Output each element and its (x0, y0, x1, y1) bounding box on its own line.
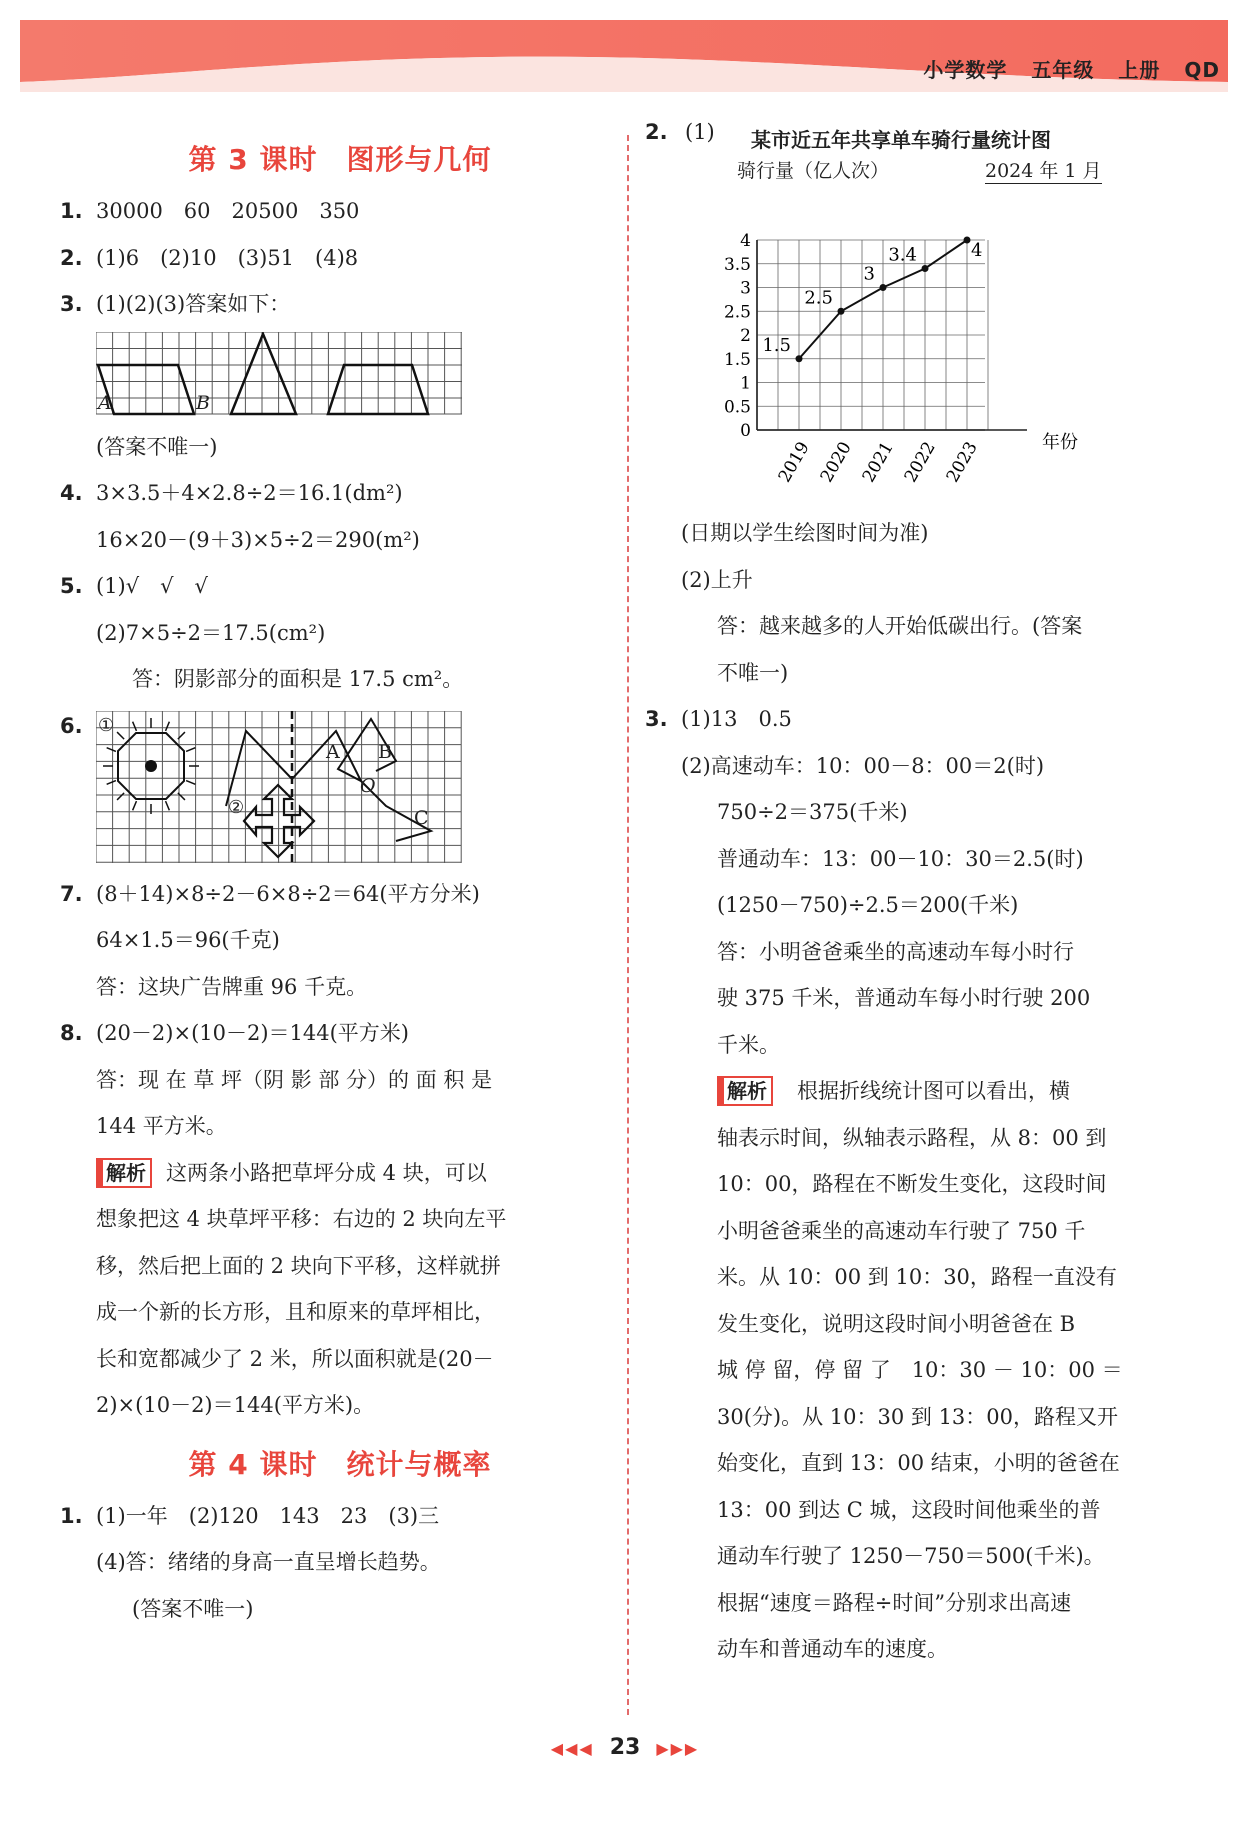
chart-title: 某市近五年共享单车骑行量统计图 (751, 128, 1051, 152)
question-7 (60, 871, 620, 918)
q5-line2: (2)7×5÷2＝17.5(cm²) (96, 620, 326, 645)
analysis-tag: 解析 (717, 1076, 773, 1106)
answer-text: (20－2)×(10－2)＝144(平方米) (96, 1021, 409, 1045)
y-tick-label: 2.5 (723, 302, 751, 323)
question-3-right (645, 696, 1205, 743)
question-number: 2. (645, 120, 668, 144)
q3-label-a: A (98, 391, 112, 414)
y-tick-label: 4 (740, 231, 751, 251)
analysis-line-5: 2)×(10－2)＝144(平方米)。 (96, 1393, 375, 1417)
question-number: 1. (60, 1503, 83, 1528)
answer-text: (1)13 0.5 (681, 707, 792, 731)
q4-line2: 16×20－(9＋3)×5÷2＝290(m²) (96, 527, 420, 552)
answer-text: 3×3.5＋4×2.8÷2＝16.1(dm²) (96, 481, 403, 505)
header-grade: 五年级 (1031, 58, 1095, 82)
r-analysis-line-12: 动车和普通动车的速度。 (717, 1637, 948, 1661)
answer-text: 30000 60 20500 350 (96, 199, 360, 223)
header-subject: 小学数学 (923, 58, 1008, 82)
header-volume: 上册 (1118, 58, 1161, 82)
question-number: 2. (60, 245, 83, 270)
question-number: 8. (60, 1021, 83, 1045)
q7-line2: 64×1.5＝96(千克) (96, 928, 280, 952)
y-tick-label: 3.5 (723, 254, 751, 275)
column-divider (627, 135, 629, 1715)
section-title-statistics: 第 4 课时 统计与概率 (188, 1447, 492, 1481)
q3-grid-svg (96, 332, 466, 420)
header-text (899, 54, 1220, 83)
analysis-line-4: 长和宽都减少了 2 米，所以面积就是(20－ (96, 1346, 494, 1371)
question-8 (60, 1010, 620, 1057)
line-chart-svg (715, 180, 1135, 490)
r-analysis-line-4: 米。从 10：00 到 10：30，路程一直没有 (717, 1265, 1117, 1289)
q6-grid-svg (96, 711, 468, 867)
data-label: 3 (863, 263, 875, 285)
q2-chart-block (645, 120, 1205, 510)
question-1 (60, 188, 620, 235)
q6-label-2: ② (228, 796, 245, 818)
question-number: 6. (60, 713, 83, 738)
r-analysis-line-9: 13：00 到达 C 城，这段时间他乘坐的普 (717, 1497, 1101, 1522)
data-point (880, 284, 887, 291)
question-number: 5. (60, 574, 83, 598)
q6-grid-figure (96, 711, 620, 871)
r-analysis-line-5: 发生变化，说明这段时间小明爸爸在 B (717, 1311, 1076, 1336)
answer-text: (1)√ √ √ (96, 574, 208, 598)
x-tick-label: 2020 (816, 438, 856, 486)
q6-label-1: ① (98, 714, 115, 736)
chart-ylabel: 骑行量（亿人次） (737, 160, 890, 182)
prev-arrows-icon: ◀◀◀ (550, 1739, 594, 1758)
r-q3-line4: 普通动车：13：00－10：30＝2.5(时) (717, 846, 1084, 871)
q2-answer-line1: 答：越来越多的人开始低碳出行。(答案 (717, 614, 1083, 638)
r-analysis-line-7: 30(分)。从 10：30 到 13：00，路程又开 (717, 1404, 1119, 1429)
s2-question-1 (60, 1493, 620, 1540)
r-analysis-line-6: 城 停 留，停 留 了 10：30 － 10：00 ＝ (717, 1358, 1123, 1382)
question-number: 3. (60, 292, 83, 316)
r-q3-line3: 750÷2＝375(千米) (717, 800, 908, 824)
y-tick-label: 1 (740, 373, 751, 394)
section-title-geometry: 第 3 课时 图形与几何 (188, 143, 492, 176)
left-column (60, 120, 620, 1632)
r-analysis-line-1: 轴表示时间，纵轴表示路程，从 8：00 到 (717, 1125, 1107, 1150)
answer-text: (8＋14)×8÷2－6×8÷2＝64(平方分米) (96, 881, 480, 906)
data-label: 4 (971, 240, 983, 261)
analysis-tag: 解析 (96, 1158, 152, 1188)
r-analysis-line-10: 通动车行驶了 1250－750＝500(千米)。 (717, 1544, 1105, 1568)
q3-label-b: B (196, 391, 210, 414)
analysis-line-0 (60, 1150, 620, 1197)
page-footer (0, 1735, 1250, 1760)
q2-part2: (2)上升 (681, 567, 753, 592)
q2-answer-line2: 不唯一) (717, 660, 789, 685)
r-analysis-line-0 (645, 1068, 1205, 1115)
question-number: 7. (60, 881, 83, 906)
q6-label-b: B (378, 740, 392, 763)
x-tick-label: 2023 (942, 438, 982, 486)
analysis-line-2: 移，然后把上面的 2 块向下平移，这样就拼 (96, 1253, 501, 1278)
next-arrows-icon: ▶▶▶ (656, 1739, 700, 1758)
x-tick-label: 2019 (774, 438, 814, 486)
page-number: 23 (609, 1735, 641, 1760)
answer-text: (1)一年 (2)120 143 23 (3)三 (96, 1503, 440, 1528)
question-3 (60, 281, 620, 328)
r-q3-line6: 答：小明爸爸乘坐的高速动车每小时行 (717, 939, 1074, 964)
question-4 (60, 470, 620, 517)
q6-label-c: C (414, 806, 429, 829)
q2-part: (1) (685, 120, 715, 144)
r-analysis-line-2: 10：00，路程在不断发生变化，这段时间 (717, 1172, 1107, 1196)
chart-note: (日期以学生绘图时间为准) (681, 521, 929, 545)
y-tick-label: 1.5 (723, 349, 751, 370)
question-number: 1. (60, 199, 83, 223)
r-analysis-line-11: 根据“速度＝路程÷时间”分别求出高速 (717, 1590, 1072, 1615)
data-point (922, 265, 929, 272)
analysis-text: 这两条小路把草坪分成 4 块，可以 (166, 1160, 487, 1185)
q5-line3: 答：阴影部分的面积是 17.5 cm²。 (132, 667, 464, 691)
data-label: 2.5 (804, 287, 833, 309)
x-tick-label: 2022 (900, 438, 940, 486)
x-axis-label: 年份 (1042, 432, 1078, 453)
question-2 (60, 235, 620, 282)
right-column (645, 120, 1205, 1673)
r-q3-line7: 驶 375 千米，普通动车每小时行驶 200 (717, 986, 1091, 1010)
y-tick-label: 0.5 (723, 397, 751, 418)
q7-line3: 答：这块广告牌重 96 千克。 (96, 974, 368, 999)
answer-text: (1)6 (2)10 (3)51 (4)8 (96, 245, 359, 270)
data-label: 3.4 (888, 244, 917, 266)
q6-label-a: A (326, 740, 340, 763)
question-number: 3. (645, 707, 668, 731)
y-tick-label: 2 (740, 326, 751, 346)
data-point (796, 355, 803, 362)
r-analysis-line-3: 小明爸爸乘坐的高速动车行驶了 750 千 (717, 1218, 1086, 1243)
data-point (964, 237, 971, 244)
y-tick-label: 3 (740, 278, 751, 299)
question-number: 4. (60, 481, 83, 505)
header-edition: QD (1184, 58, 1220, 82)
r-q3-line5: (1250－750)÷2.5＝200(千米) (717, 893, 1019, 917)
data-point (838, 308, 845, 315)
y-tick-label: 0 (740, 421, 751, 441)
q8-line3: 144 平方米。 (96, 1114, 227, 1138)
q3-grid-figure (96, 332, 620, 424)
q6-label-o: O (360, 774, 376, 797)
s2q1-line3: (答案不唯一) (132, 1596, 254, 1621)
analysis-text: 根据折线统计图可以看出，横 (797, 1079, 1070, 1103)
s2q1-line2: (4)答：绪绪的身高一直呈增长趋势。 (96, 1550, 441, 1574)
r-q3-line2: (2)高速动车：10：00－8：00＝2(时) (681, 753, 1045, 778)
r-analysis-line-8: 始变化，直到 13：00 结束，小明的爸爸在 (717, 1451, 1120, 1475)
answer-text: (1)(2)(3)答案如下： (96, 292, 291, 316)
analysis-line-1: 想象把这 4 块草坪平移：右边的 2 块向左平 (96, 1207, 507, 1231)
analysis-line-3: 成一个新的长方形，且和原来的草坪相比， (96, 1300, 495, 1324)
question-5 (60, 563, 620, 610)
x-tick-label: 2021 (858, 438, 898, 486)
chart-date-note: 2024 年 1 月 (985, 156, 1102, 184)
r-q3-line8: 千米。 (717, 1032, 780, 1057)
q8-line2: 答：现 在 草 坪（阴 影 部 分）的 面 积 是 (96, 1067, 493, 1092)
q3-note: (答案不唯一) (96, 434, 218, 459)
data-label: 1.5 (762, 334, 791, 356)
